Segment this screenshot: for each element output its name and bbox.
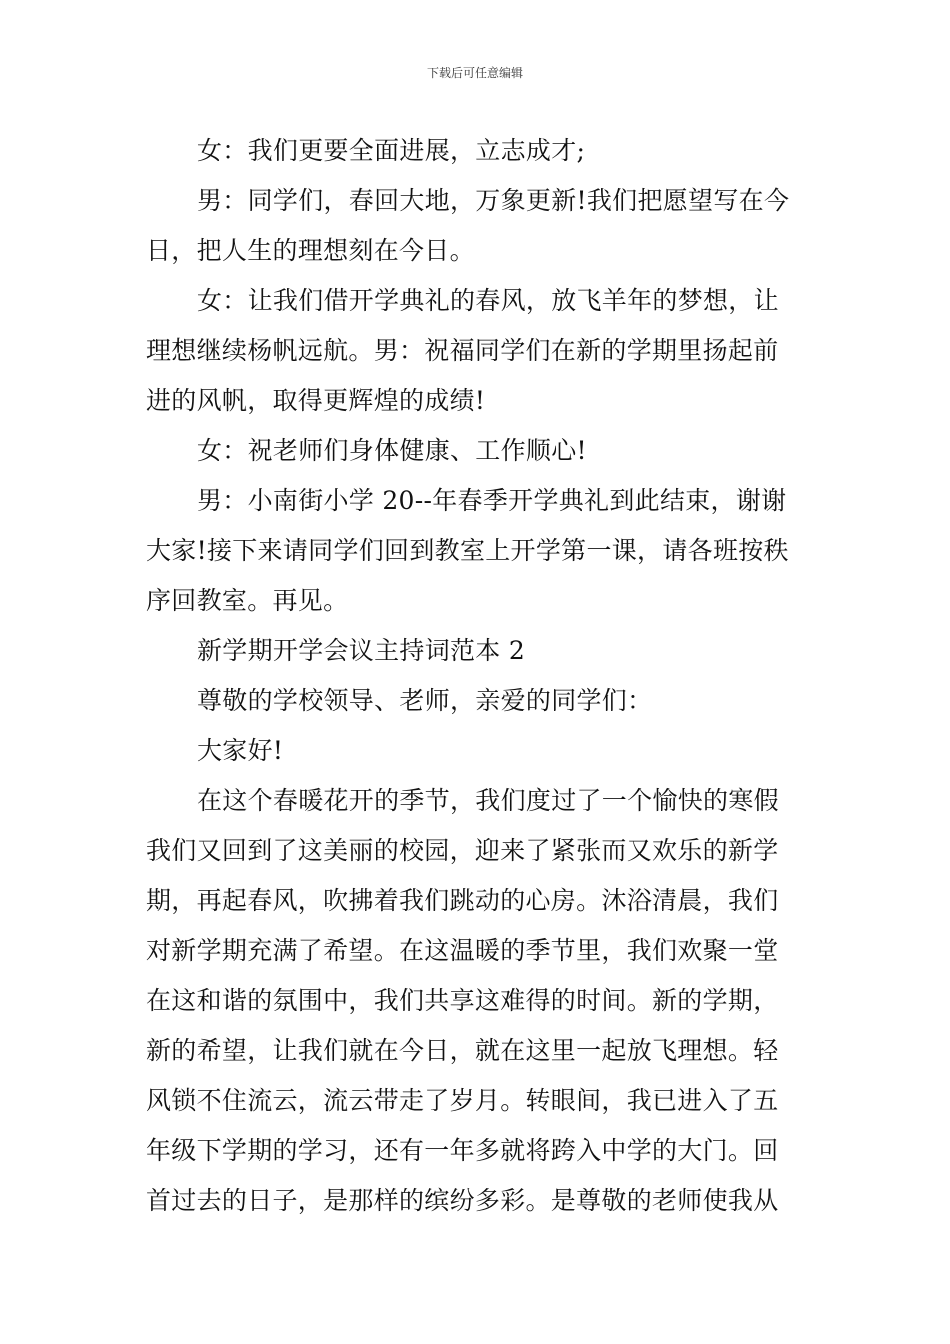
text-line: 在这个春暖花开的季节，我们度过了一个愉快的寒假 [197,786,779,815]
text-line: 在这和谐的氛围中，我们共享这难得的时间。新的学期， [146,986,779,1015]
text-line: 序回教室。再见。 [146,586,349,615]
text-line: 大家!接下来请同学们回到教室上开学第一课，请各班按秩 [146,536,789,565]
document-body [146,126,808,1226]
text-line: 理想继续杨帆远航。男：祝福同学们在新的学期里扬起前 [146,336,779,365]
text-line: 新的希望，让我们就在今日，就在这里一起放飞理想。轻 [146,1036,779,1065]
text-line: 男：小南街小学 20--年春季开学典礼到此结束，谢谢 [197,486,787,515]
text-line: 风锁不住流云，流云带走了岁月。转眼间，我已进入了五 [146,1086,779,1115]
text-line: 女：我们更要全面进展，立志成才; [197,136,586,165]
text-line: 男：同学们，春回大地，万象更新!我们把愿望写在今 [197,186,790,215]
salutation: 尊敬的学校领导、老师，亲爱的同学们： [197,686,653,715]
greeting: 大家好! [197,736,284,765]
page-header: 下载后可任意编辑 [426,66,523,80]
text-line: 期，再起春风，吹拂着我们跳动的心房。沐浴清晨，我们 [146,886,779,915]
text-line: 对新学期充满了希望。在这温暖的季节里，我们欢聚一堂 [146,936,779,965]
text-line: 首过去的日子，是那样的缤纷多彩。是尊敬的老师使我从 [146,1186,779,1215]
text-line: 我们又回到了这美丽的校园，迎来了紧张而又欢乐的新学 [146,836,779,865]
text-line: 女：祝老师们身体健康、工作顺心! [197,436,587,465]
text-line: 进的风帆，取得更辉煌的成绩! [146,386,486,415]
text-line: 年级下学期的学习，还有一年多就将跨入中学的大门。回 [146,1136,779,1165]
text-line: 日，把人生的理想刻在今日。 [146,236,475,265]
text-line: 女：让我们借开学典礼的春风，放飞羊年的梦想，让 [197,286,779,315]
section-title: 新学期开学会议主持词范本 2 [197,636,526,665]
